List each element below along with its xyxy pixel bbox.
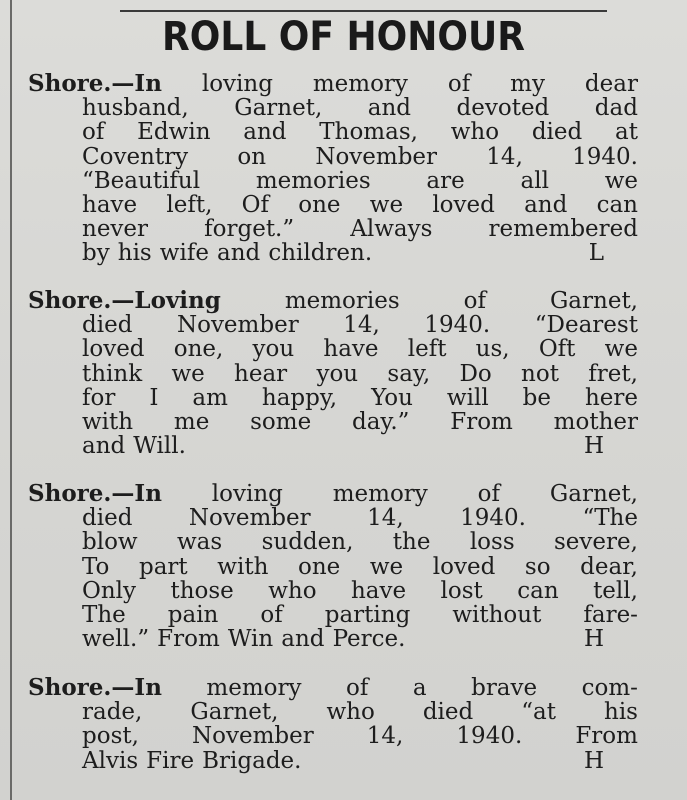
notice-line: post, November 14, 1940. From: [82, 723, 638, 750]
notice-line: have left, Of one we loved and can: [82, 192, 638, 219]
notice-line: husband, Garnet, and devoted dad: [82, 95, 638, 122]
notice-line: never forget.” Always remembered: [82, 216, 638, 243]
column-rule-top: [120, 10, 607, 12]
notice-entry-3: [28, 482, 638, 651]
notice-line: Shore.—Loving memories of Garnet,: [28, 287, 638, 314]
notice-entry-4: [28, 676, 638, 773]
page-title: ROLL OF HONOUR: [162, 14, 525, 60]
signature-initial: H: [583, 747, 604, 774]
notice-line: Coventry on November 14, 1940.: [82, 143, 638, 170]
notice-line: died November 14, 1940. “The: [82, 505, 638, 532]
notice-line: think we hear you say, Do not fret,: [82, 360, 638, 387]
notice-line: of Edwin and Thomas, who died at: [82, 119, 638, 146]
notice-line: The pain of parting without fare-: [82, 602, 638, 629]
notice-line: well.” From Win and Perce. H: [28, 627, 638, 651]
notice-line: loved one, you have left us, Oft we: [82, 336, 638, 363]
notice-line: blow was sudden, the loss severe,: [82, 529, 638, 556]
notice-line: with me some day.” From mother: [82, 409, 638, 436]
notice-line: by his wife and children. L: [28, 241, 638, 265]
signature-initial: H: [583, 626, 604, 653]
notice-line: Only those who have lost can tell,: [82, 577, 638, 604]
notice-line: and Will. H: [28, 434, 638, 458]
notice-line: Shore.—In memory of a brave com-: [28, 674, 638, 701]
signature-initial: H: [583, 433, 604, 460]
notice-line: for I am happy, You will be here: [82, 384, 638, 411]
notice-line: rade, Garnet, who died “at his: [82, 699, 638, 726]
notice-line: Shore.—In loving memory of Garnet,: [28, 480, 638, 507]
notice-line: To part with one we loved so dear,: [82, 553, 638, 580]
column-rule-left: [10, 0, 12, 800]
notice-line: “Beautiful memories are all we: [82, 167, 638, 194]
notice-line: Alvis Fire Brigade. H: [28, 749, 638, 773]
signature-initial: L: [588, 240, 604, 267]
notice-line: Shore.—In loving memory of my dear: [28, 70, 638, 97]
notice-entry-1: [28, 72, 638, 266]
notice-entry-2: [28, 289, 638, 458]
notice-line: died November 14, 1940. “Dearest: [82, 312, 638, 339]
